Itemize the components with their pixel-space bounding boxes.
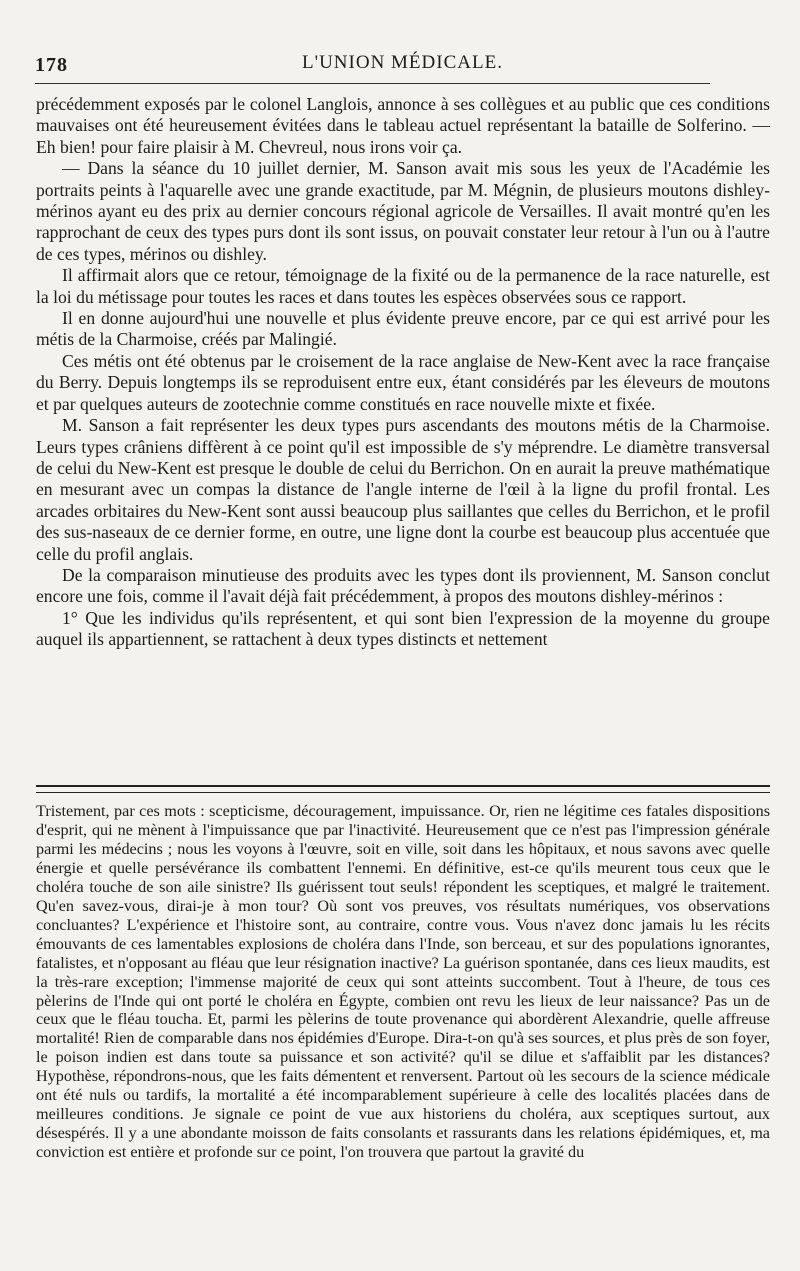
main-text: [36, 94, 770, 651]
running-title: L'UNION MÉDICALE.: [302, 52, 503, 73]
paragraph: 1° Que les individus qu'ils représentent, et qui sont bien l'expression de la moyenne du groupe auquel ils appartiennent, se rattachent à deux types distincts et nettement: [36, 607, 770, 650]
feuilleton-text: [36, 802, 770, 1162]
paragraph: De la comparaison minutieuse des produits avec les types dont ils proviennent, M. Sanson conclut encore une fois, comme il l'avait déjà fait précédemment, à propos des moutons dishley-mérinos :: [36, 564, 770, 607]
paragraph: Il affirmait alors que ce retour, témoignage de la fixité ou de la permanence de la race naturelle, est la loi du métissage pour toutes les races et dans toutes les espèces observées sous ce rapport.: [36, 265, 770, 307]
paragraph: Ces métis ont été obtenus par le croisement de la race anglaise de New-Kent avec la race française du Berry. Depuis longtemps ils se reproduisent entre eux, étant considérés par les éleveurs de moutons et par quelques auteurs de zootechnie comme constitués en race nouvelle mixte et fixée.: [36, 350, 770, 414]
paragraph: M. Sanson a fait représenter les deux types purs ascendants des moutons métis de la Charmoise. Leurs types crâniens diffèrent à ce point qu'il est impossible de s'y méprendre. Le diamètre transversal de celui du New-Kent est presque le double de celui du Berrichon. On en aurait la preuve mathématique en mesurant avec un compas la distance de l'angle interne de l'œil à la ligne du profil frontal. Les arcades orbitaires du New-Kent sont aussi beaucoup plus saillantes que celles du Berrichon, et le profil des sus-naseaux de ce dernier forme, en outre, une ligne dont la courbe est beaucoup plus accentuée que celle du profil anglais.: [36, 415, 770, 564]
feuilleton-separator: [36, 785, 770, 793]
feuilleton-paragraph: Tristement, par ces mots : scepticisme, découragement, impuissance. Or, rien ne légitime ces fatales dispositions d'esprit, qui ne mènent à l'impuissance que par l'inactivité. Heureusement que ce n'est pas l'impression générale parmi les médecins ; nous les voyons à l'œuvre, soit en ville, soit dans les hôpitaux, et nous savons avec quelle énergie et quelle persévérance ils combattent l'ennemi. En définitive, est-ce qu'ils meurent tous ceux que le choléra touche de son aile sinistre? Ils guérissent tout seuls! répondent les sceptiques, et malgré le traitement. Qu'en savez-vous, dirai-je à mon tour? Où sont vos preuves, vos résultats numériques, vos observations concluantes? L'expérience et l'histoire sont, au contraire, contre vous. Vous n'avez donc jamais lu les récits émouvants de ces lamentables explosions de choléra dans l'Inde, son berceau, et sur des populations ignorantes, fatalistes, et n'opposant au fléau que leur résignation inactive? La guérison spontanée, dans ces lieux maudits, est la très-rare exception; l'immense majorité de ceux qui sont atteints succombent. Tout à l'heure, de tous ces pèlerins de l'Inde qui ont porté le choléra en Égypte, combien ont revu les lieux de leur naissance? Pas un de ceux que le fléau toucha. Et, parmi les pèlerins de toute provenance qui abordèrent Alexandrie, quelle affreuse mortalité! Rien de comparable dans nos épidémies d'Europe. Dira-t-on qu'à ses sources, et plus près de son foyer, le poison indien est dans toute sa puissance et son activité? qu'il se dilue et s'affaiblit par les distances? Hypothèse, répondrons-nous, que les faits démentent et renversent. Partout où les secours de la science médicale ont été nuls ou tardifs, la mortalité a été incomparablement supérieure à celle des localités placées dans de meilleures conditions. Je signale ce point de vue aux historiens du choléra, aux sceptiques surtout, aux désespérés. Il y a une abondante moisson de faits consolants et rassurants dans les relations épidémiques, et, ma conviction est entière et profonde sur ce point, l'on trouvera que partout la gravité du: [36, 802, 770, 1162]
paragraph: précédemment exposés par le colonel Langlois, annonce à ses collègues et au public que ces conditions mauvaises ont été heureusement évitées dans le tableau actuel représentant la bataille de Solferino. — Eh bien! pour faire plaisir à M. Chevreul, nous irons voir ça.: [36, 94, 770, 157]
paragraph: — Dans la séance du 10 juillet dernier, M. Sanson avait mis sous les yeux de l'Académie les portraits peints à l'aquarelle avec une grande exactitude, par M. Mégnin, de plusieurs moutons dishley-mérinos ayant eu des prix au dernier concours régional agricole de Versailles. Il avait montré qu'en les rapprochant de ceux des types purs dont ils sont issus, on pouvait constater leur retour à l'un ou à l'autre de ces types, mérinos ou dishley.: [36, 158, 770, 264]
page-number: 178: [35, 54, 68, 76]
header-rule: [35, 83, 710, 84]
page-header: [35, 50, 770, 82]
paragraph: Il en donne aujourd'hui une nouvelle et plus évidente preuve encore, par ce qui est arrivé pour les métis de la Charmoise, créés par Malingié.: [36, 308, 770, 350]
